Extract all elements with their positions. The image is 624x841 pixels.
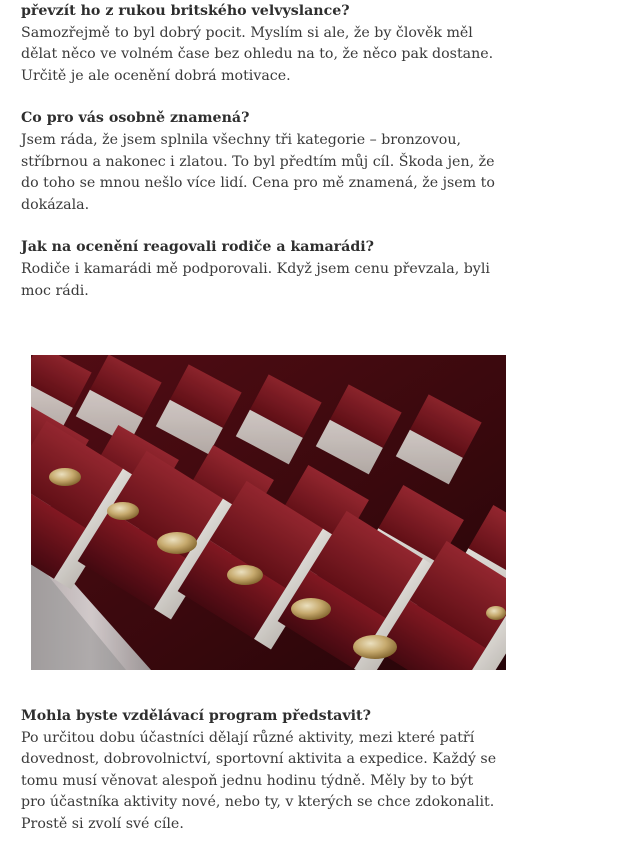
qa-section-2 [21, 108, 501, 216]
qa-section-4 [21, 706, 501, 836]
answer-line: tomu musí věnovat alespoň jednu hodinu týdně. Měly by to být [21, 772, 474, 789]
answer-line: moc rádi. [21, 282, 89, 299]
qa-section-1 [21, 1, 501, 87]
answer-line: Samozřejmě to byl dobrý pocit. Myslím si ale, že by člověk měl [21, 24, 473, 41]
answer-line: Po určitou dobu účastníci dělají různé aktivity, mezi které patří [21, 729, 475, 746]
answer-line: Určitě je ale ocenění dobrá motivace. [21, 67, 291, 84]
answer-line: dokázala. [21, 196, 90, 213]
question-heading: Jak na ocenění reagovali rodiče a kamarádi? [21, 239, 374, 256]
answer-line: pro účastníka aktivity nové, nebo ty, v kterých se chce zdokonalit. [21, 794, 495, 811]
answer-line: Prostě si zvolí své cíle. [21, 815, 184, 832]
award-pins-photo [31, 355, 506, 670]
question-heading: převzít ho z rukou britského velvyslance? [21, 3, 350, 19]
answer-line: Rodiče i kamarádi mě podporovali. Když jsem cenu převzala, byli [21, 260, 490, 277]
answer-line: stříbrnou a nakonec i zlatou. To byl předtím můj cíl. Škoda jen, že [21, 153, 495, 170]
qa-section-3 [21, 237, 501, 302]
answer-line: do toho se mnou nešlo více lidí. Cena pro mě znamená, že jsem to [21, 175, 495, 192]
question-heading: Co pro vás osobně znamená? [21, 110, 250, 127]
answer-line: Jsem ráda, že jsem splnila všechny tři kategorie – bronzovou, [21, 131, 461, 148]
answer-line: dovednost, dobrovolnictví, sportovní aktivita a expedice. Každý se [21, 751, 497, 768]
answer-line: dělat něco ve volném čase bez ohledu na to, že něco pak dostane. [21, 46, 494, 63]
award-pins-illustration [31, 355, 506, 670]
question-heading: Mohla byste vzdělávací program představit? [21, 708, 371, 724]
article-body [21, 0, 501, 302]
